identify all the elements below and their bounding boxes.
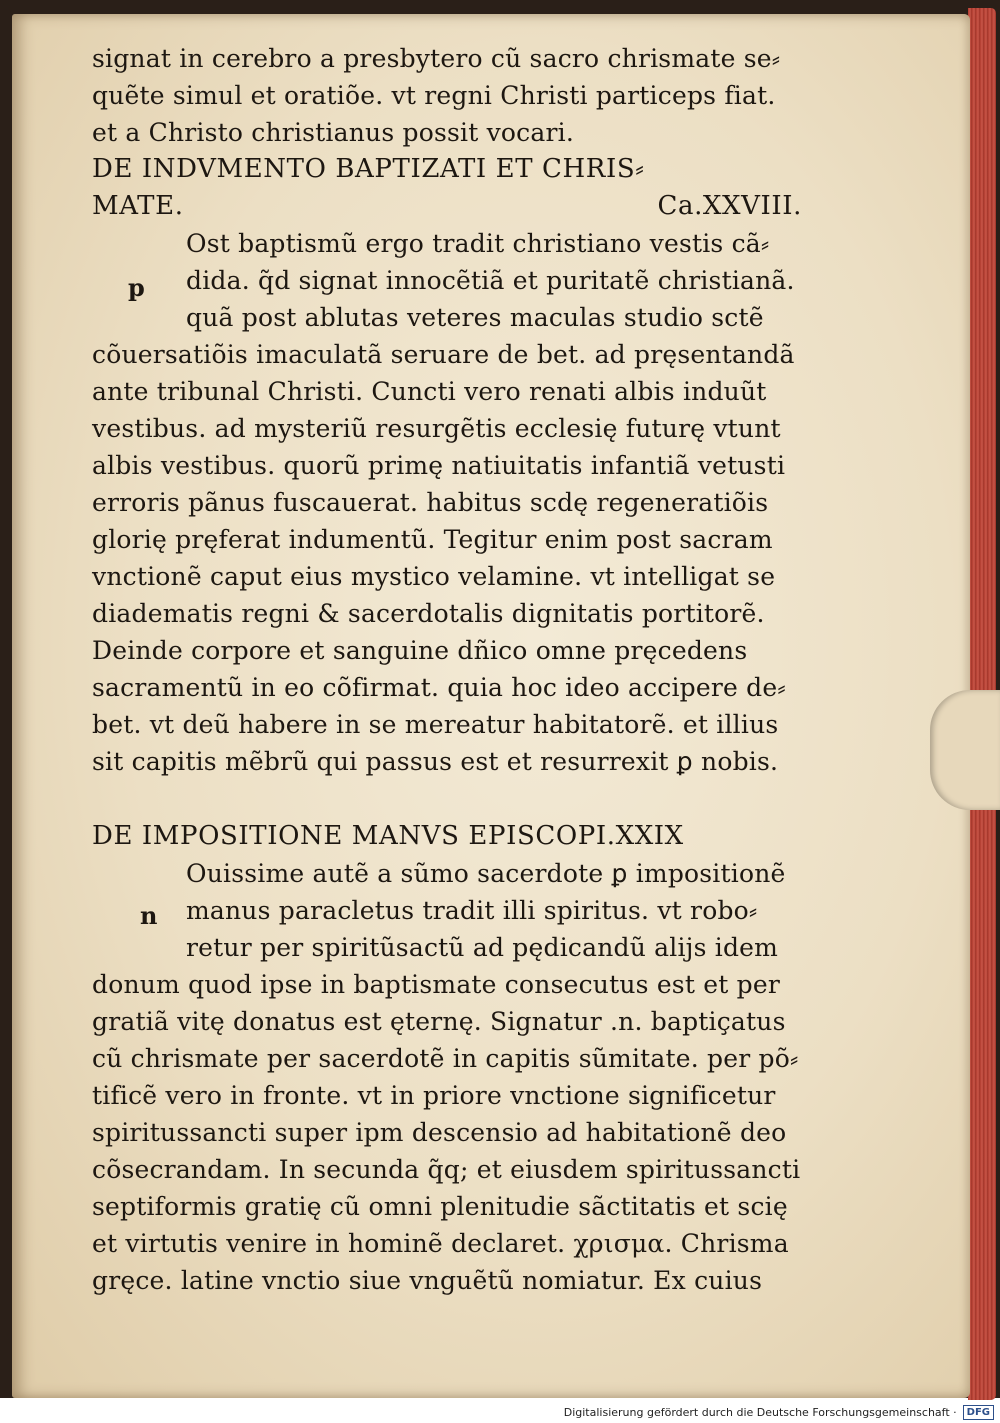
text-line: albis vestibus. quorũ primę natiuitatis infantiã vetusti	[92, 451, 786, 480]
text-line: gratiã vitę donatus est ęternę. Signatur .n. baptiçatus	[92, 1007, 786, 1036]
text-line: gręce. latine vnctio siue vnguẽtũ nomiatur. Ex cuius	[92, 1266, 763, 1295]
text-line: erroris pãnus fuscauerat. habitus scdę regeneratiõis	[92, 488, 769, 517]
section-gap	[92, 780, 802, 818]
text-line: quã post ablutas veteres maculas studio sctẽ	[186, 303, 764, 332]
text-line: bet. vt deũ habere in se mereatur habitatorẽ. et illius	[92, 710, 779, 739]
initial-letter: n	[140, 901, 158, 930]
text-line: Deinde corpore et sanguine dñico omne pręcedens	[92, 636, 748, 665]
text-line: sit capitis mẽbrũ qui passus est et resurrexit ꝑ nobis.	[92, 747, 779, 776]
chapter-heading: DE IMPOSITIONE MANVS EPISCOPI.XXIX	[92, 821, 684, 851]
text-line: Ouissime autẽ a sũmo sacerdote ꝑ impositionẽ	[186, 859, 786, 888]
initial-letter: p	[128, 273, 145, 302]
text-line: signat in cerebro a presbytero cũ sacro chrismate se⸗	[92, 44, 781, 73]
text-line: donum quod ipse in baptismate consecutus est et per	[92, 970, 780, 999]
footer-bar	[0, 1402, 1000, 1423]
text-line: glorię pręferat indumentũ. Tegitur enim post sacram	[92, 525, 773, 554]
funding-note: Digitalisierung gefördert durch die Deutsche Forschungsgemeinschaft ·	[563, 1406, 957, 1419]
text-line: et a Christo christianus possit vocari.	[92, 118, 574, 147]
text-line: vnctionẽ caput eius mystico velamine. vt intelligat se	[92, 562, 776, 591]
text-line: quẽte simul et oratiõe. vt regni Christi particeps fiat.	[92, 81, 776, 110]
section-opening	[92, 855, 802, 966]
chapter-heading: DE INDVMENTO BAPTIZATI ET CHRIS⸗	[92, 154, 645, 184]
text-line: et virtutis venire in hominẽ declaret. χρισμα. Chrisma	[92, 1229, 789, 1258]
dfg-logo: DFG	[963, 1405, 994, 1420]
text-line: cõuersatiõis imaculatã seruare de bet. ad pręsentandã	[92, 340, 795, 369]
text-line: manus paracletus tradit illi spiritus. vt robo⸗	[186, 896, 758, 925]
page-text	[92, 40, 802, 1299]
section-opening	[92, 225, 802, 336]
text-line: vestibus. ad mysteriũ resurgẽtis ecclesię futurę vtunt	[92, 414, 781, 443]
text-line: dida. q̃d signat innocẽtiã et puritatẽ christianã.	[186, 266, 795, 295]
text-line: retur per spiritũsactũ ad pędicandũ alijs idem	[186, 933, 779, 962]
thumb-index-tab	[930, 690, 1000, 810]
text-line: tificẽ vero in fronte. vt in priore vnctione significetur	[92, 1081, 776, 1110]
text-line: diadematis regni & sacerdotalis dignitatis portitorẽ.	[92, 599, 765, 628]
text-line: cõsecrandam. In secunda q̃q; et eiusdem spiritussancti	[92, 1155, 801, 1184]
chapter-number: Ca.XXVIII.	[657, 191, 802, 221]
text-line: ante tribunal Christi. Cuncti vero renati albis induũt	[92, 377, 767, 406]
chapter-heading-line2	[92, 188, 802, 225]
chapter-heading-end: MATE.	[92, 191, 184, 221]
text-line: Ost baptismũ ergo tradit christiano vestis cã⸗	[186, 229, 770, 258]
text-line: sacramentũ in eo cõfirmat. quia hoc ideo accipere de⸗	[92, 673, 786, 702]
text-line: septiformis gratię cũ omni plenitudie sãctitatis et scię	[92, 1192, 788, 1221]
text-line: spiritussancti super ipm descensio ad habitationẽ deo	[92, 1118, 787, 1147]
text-line: cũ chrismate per sacerdotẽ in capitis sũmitate. per põ⸗	[92, 1044, 799, 1073]
